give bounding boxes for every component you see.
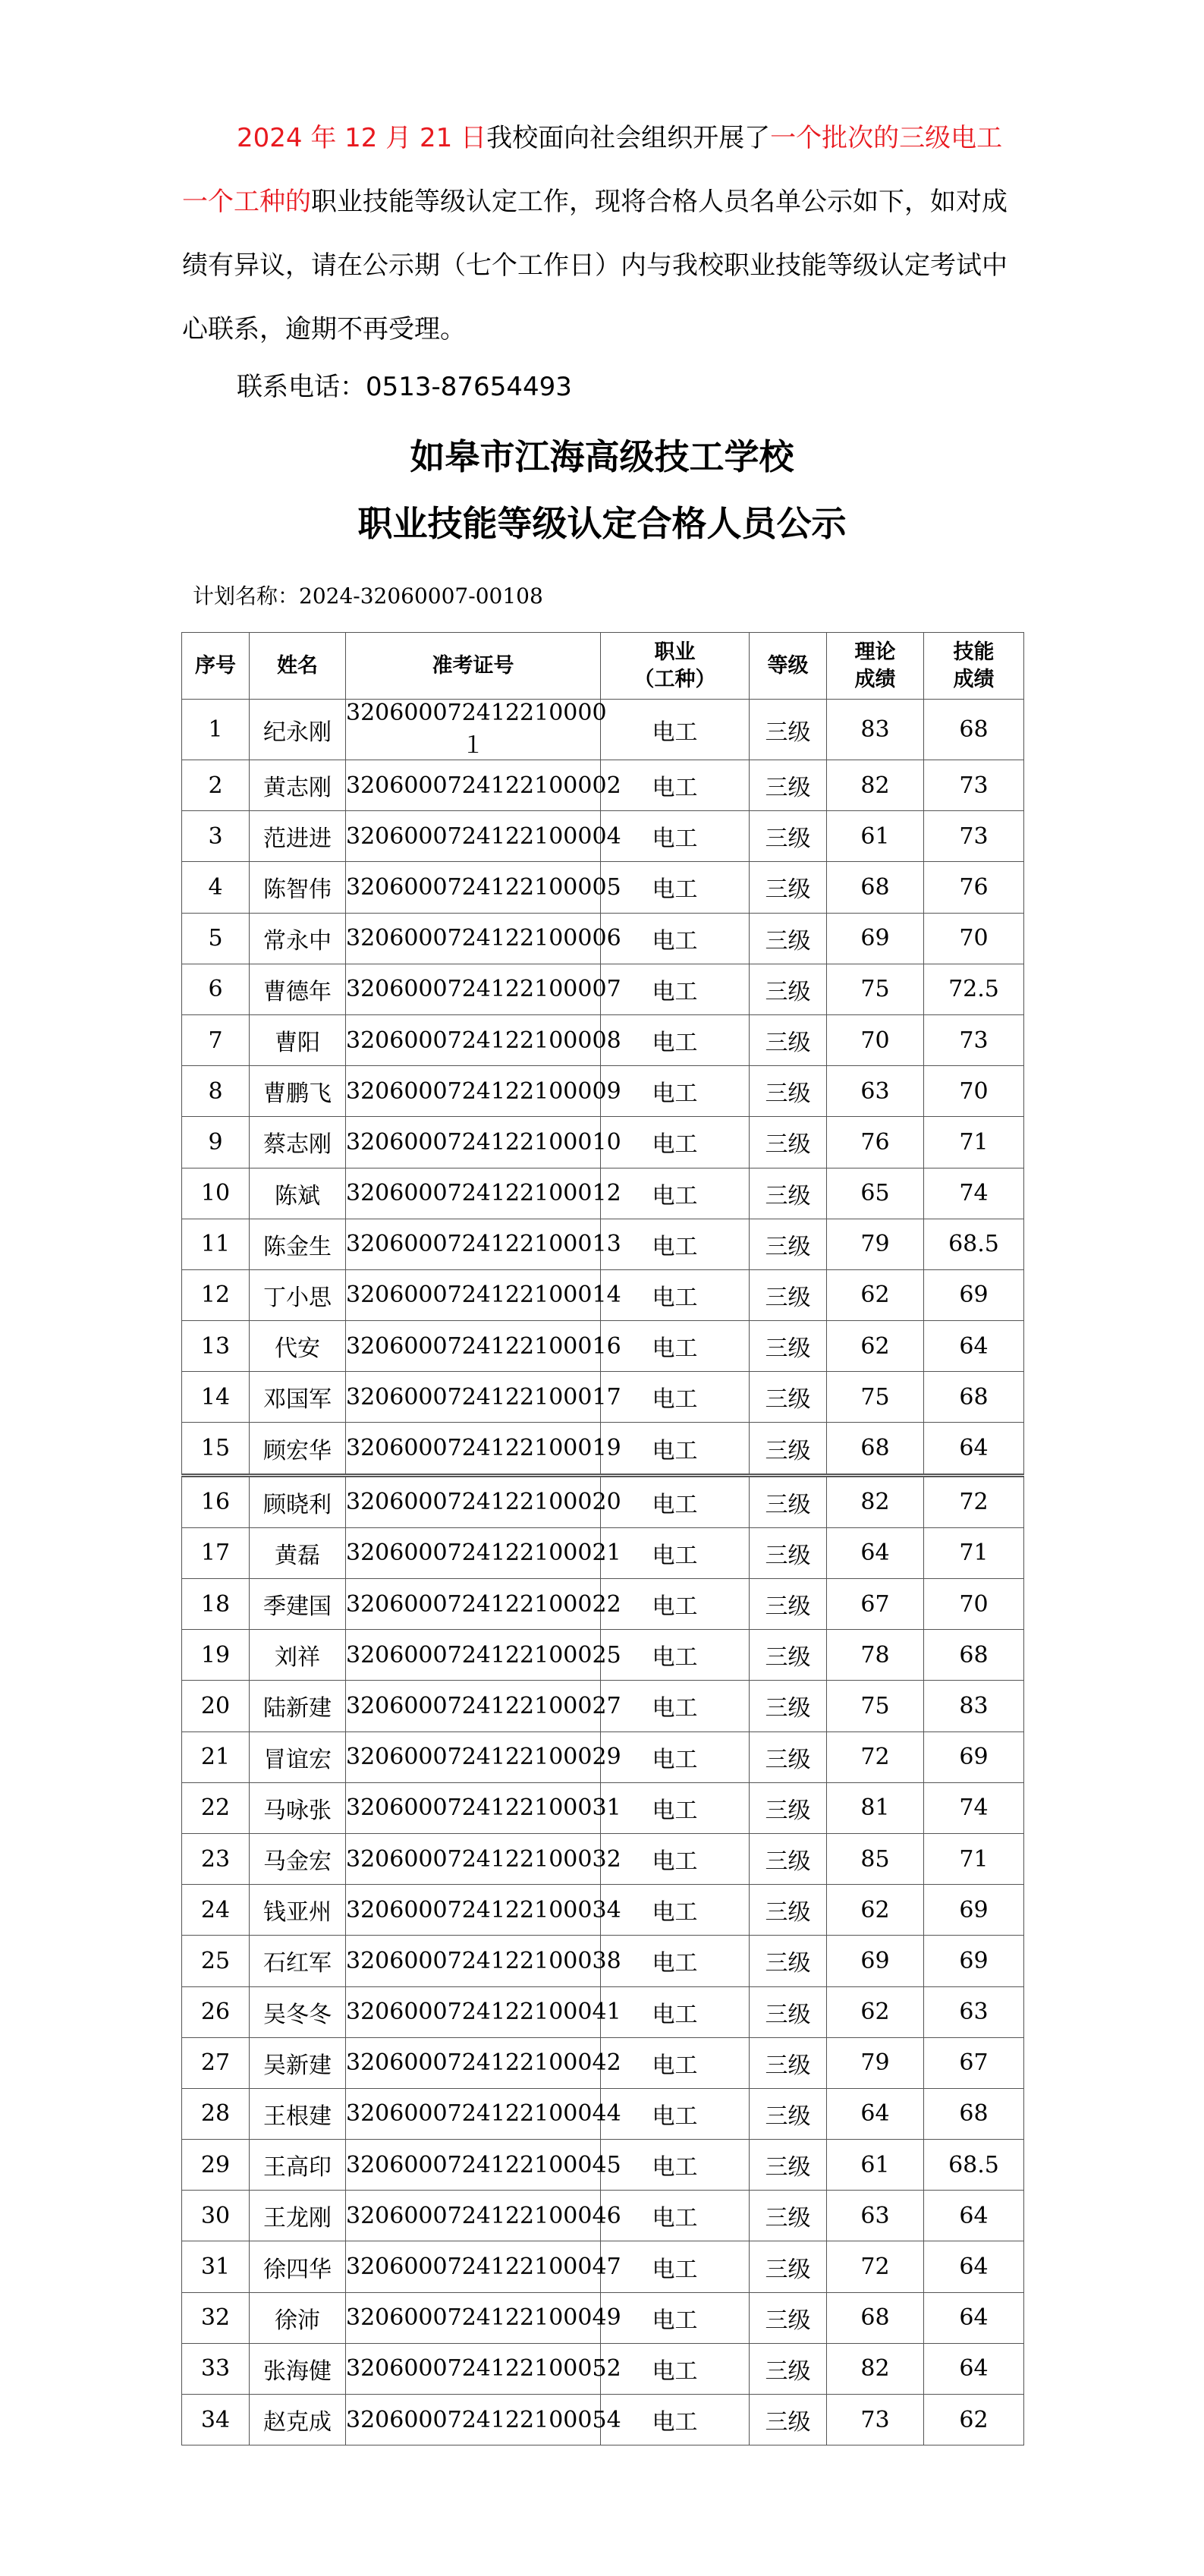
cell-theory: 67 [827,1579,924,1630]
cell-exam-id: 3206000724122100052 [346,2343,601,2394]
cell-skill: 76 [924,862,1024,913]
school-title: 如皋市江海高级技工学校 [410,436,794,477]
table-row [182,964,1024,1014]
header-theory-line2: 成绩 [854,667,896,691]
table-row [182,1630,1024,1681]
cell-name: 王高印 [250,2140,346,2191]
cell-job: 电工 [601,1423,750,1475]
table-row [182,2191,1024,2241]
cell-name: 顾宏华 [250,1423,346,1475]
cell-theory: 78 [827,1630,924,1681]
cell-name: 冒谊宏 [250,1731,346,1782]
cell-level: 三级 [750,2140,827,2191]
cell-no: 34 [182,2395,250,2445]
cell-job: 电工 [601,2343,750,2394]
table-row [182,1475,1024,1527]
table-row [182,1168,1024,1219]
cell-name: 常永中 [250,913,346,964]
cell-theory: 61 [827,811,924,862]
header-exam-id: 准考证号 [346,633,601,700]
cell-skill: 69 [924,1936,1024,1986]
cell-theory: 72 [827,2241,924,2292]
table-row [182,913,1024,964]
cell-level: 三级 [750,2088,827,2139]
cell-no: 30 [182,2191,250,2241]
cell-job: 电工 [601,1014,750,1065]
cell-theory: 61 [827,2140,924,2191]
cell-skill: 71 [924,1527,1024,1578]
table-row [182,862,1024,913]
cell-job: 电工 [601,1219,750,1269]
cell-no: 15 [182,1423,250,1475]
cell-skill: 64 [924,1423,1024,1475]
cell-theory: 72 [827,1731,924,1782]
cell-level: 三级 [750,1475,827,1527]
cell-name: 陈金生 [250,1219,346,1269]
cell-job: 电工 [601,1986,750,2037]
cell-no: 28 [182,2088,250,2139]
cell-no: 6 [182,964,250,1014]
cell-skill: 70 [924,1579,1024,1630]
cell-name: 刘祥 [250,1630,346,1681]
table-row [182,1269,1024,1320]
header-skill-line1: 技能 [953,640,995,664]
cell-job: 电工 [601,1782,750,1833]
cell-theory: 82 [827,1475,924,1527]
cell-exam-id: 3206000724122100020 [346,1475,601,1527]
table-row [182,1321,1024,1372]
cell-exam-id: 3206000724122100045 [346,2140,601,2191]
cell-exam-id: 3206000724122100010 [346,1117,601,1168]
cell-skill: 68.5 [924,1219,1024,1269]
cell-no: 26 [182,1986,250,2037]
cell-name: 邓国军 [250,1372,346,1423]
table-row [182,2140,1024,2191]
cell-level: 三级 [750,2037,827,2088]
cell-no: 16 [182,1475,250,1527]
cell-level: 三级 [750,1117,827,1168]
cell-name: 徐四华 [250,2241,346,2292]
table-header-row [182,633,1024,700]
cell-name: 钱亚州 [250,1885,346,1936]
cell-theory: 75 [827,964,924,1014]
cell-theory: 76 [827,1117,924,1168]
cell-no: 21 [182,1731,250,1782]
cell-skill: 64 [924,2343,1024,2394]
cell-exam-id: 3206000724122100042 [346,2037,601,2088]
cell-no: 11 [182,1219,250,1269]
table-row [182,760,1024,811]
cell-no: 33 [182,2343,250,2394]
header-name: 姓名 [250,633,346,700]
cell-job: 电工 [601,811,750,862]
cell-name: 马咏张 [250,1782,346,1833]
cell-job: 电工 [601,1936,750,1986]
cell-exam-id: 3206000724122100034 [346,1885,601,1936]
cell-level: 三级 [750,1527,827,1578]
cell-name: 石红军 [250,1936,346,1986]
cell-theory: 63 [827,1066,924,1117]
cell-job: 电工 [601,1372,750,1423]
cell-level: 三级 [750,1936,827,1986]
cell-exam-id: 3206000724122100017 [346,1372,601,1423]
cell-level: 三级 [750,1986,827,2037]
cell-level: 三级 [750,1731,827,1782]
cell-theory: 65 [827,1168,924,1219]
cell-name: 王根建 [250,2088,346,2139]
cell-level: 三级 [750,1014,827,1065]
cell-exam-id: 3206000724122100013 [346,1219,601,1269]
table-row [182,1833,1024,1884]
cell-skill: 72 [924,1475,1024,1527]
table-row [182,1219,1024,1269]
cell-level: 三级 [750,1168,827,1219]
table-row [182,700,1024,760]
cell-name: 范进进 [250,811,346,862]
table-row [182,1423,1024,1475]
cell-no: 4 [182,862,250,913]
cell-no: 27 [182,2037,250,2088]
cell-level: 三级 [750,2343,827,2394]
cell-name: 马金宏 [250,1833,346,1884]
cell-no: 5 [182,913,250,964]
table-row [182,1936,1024,1986]
cell-name: 曹鹏飞 [250,1066,346,1117]
cell-level: 三级 [750,811,827,862]
cell-name: 曹阳 [250,1014,346,1065]
intro-date: 2024 年 12 月 21 日 [237,123,487,153]
cell-theory: 62 [827,1885,924,1936]
cell-exam-id: 3206000724122100032 [346,1833,601,1884]
cell-exam-id: 3206000724122100049 [346,2292,601,2343]
table-row [182,2292,1024,2343]
cell-no: 3 [182,811,250,862]
cell-job: 电工 [601,1833,750,1884]
table-row [182,1372,1024,1423]
cell-job: 电工 [601,1117,750,1168]
cell-exam-id: 3206000724122100006 [346,913,601,964]
header-skill-line2: 成绩 [953,667,995,691]
cell-theory: 69 [827,1936,924,1986]
cell-no: 13 [182,1321,250,1372]
table-row [182,1066,1024,1117]
cell-exam-id: 3206000724122100012 [346,1168,601,1219]
cell-theory: 68 [827,1423,924,1475]
cell-job: 电工 [601,1630,750,1681]
cell-name: 曹德年 [250,964,346,1014]
cell-skill: 69 [924,1731,1024,1782]
cell-exam-id: 3206000724122100031 [346,1782,601,1833]
cell-skill: 70 [924,1066,1024,1117]
cell-exam-id: 3206000724122100022 [346,1579,601,1630]
cell-name: 纪永刚 [250,700,346,760]
cell-theory: 83 [827,700,924,760]
cell-skill: 63 [924,1986,1024,2037]
cell-exam-id: 3206000724122100021 [346,1527,601,1578]
cell-theory: 64 [827,2088,924,2139]
cell-skill: 83 [924,1681,1024,1731]
cell-skill: 64 [924,2241,1024,2292]
cell-no: 8 [182,1066,250,1117]
cell-job: 电工 [601,1168,750,1219]
cell-skill: 71 [924,1117,1024,1168]
cell-no: 10 [182,1168,250,1219]
cell-exam-id: 3206000724122100016 [346,1321,601,1372]
cell-exam-id: 3206000724122100029 [346,1731,601,1782]
cell-job: 电工 [601,1066,750,1117]
cell-level: 三级 [750,2395,827,2445]
cell-level: 三级 [750,700,827,760]
cell-name: 蔡志刚 [250,1117,346,1168]
cell-job: 电工 [601,2088,750,2139]
cell-name: 吴新建 [250,2037,346,2088]
cell-skill: 71 [924,1833,1024,1884]
cell-job: 电工 [601,1731,750,1782]
cell-level: 三级 [750,2191,827,2241]
cell-job: 电工 [601,1681,750,1731]
cell-theory: 73 [827,2395,924,2445]
cell-theory: 62 [827,1269,924,1320]
cell-name: 张海健 [250,2343,346,2394]
cell-exam-id: 3206000724122100038 [346,1936,601,1986]
cell-name: 季建国 [250,1579,346,1630]
cell-no: 9 [182,1117,250,1168]
cell-theory: 64 [827,1527,924,1578]
table-row [182,1117,1024,1168]
cell-exam-id: 3206000724122100004 [346,811,601,862]
cell-exam-id: 3206000724122100047 [346,2241,601,2292]
cell-skill: 68.5 [924,2140,1024,2191]
cell-name: 黄志刚 [250,760,346,811]
cell-level: 三级 [750,1372,827,1423]
table-row [182,1527,1024,1578]
cell-job: 电工 [601,964,750,1014]
cell-skill: 67 [924,2037,1024,2088]
cell-no: 1 [182,700,250,760]
cell-level: 三级 [750,1219,827,1269]
cell-exam-id: 3206000724122100005 [346,862,601,913]
cell-job: 电工 [601,2037,750,2088]
header-job-line2: （工种） [633,667,716,691]
cell-skill: 64 [924,2292,1024,2343]
cell-job: 电工 [601,1475,750,1527]
cell-theory: 81 [827,1782,924,1833]
cell-level: 三级 [750,1423,827,1475]
cell-level: 三级 [750,2241,827,2292]
header-no: 序号 [182,633,250,700]
cell-job: 电工 [601,1269,750,1320]
cell-theory: 82 [827,760,924,811]
cell-theory: 75 [827,1681,924,1731]
cell-name: 徐沛 [250,2292,346,2343]
header-theory [827,633,924,700]
header-job [601,633,750,700]
cell-theory: 85 [827,1833,924,1884]
cell-job: 电工 [601,2140,750,2191]
cell-no: 2 [182,760,250,811]
table-row [182,2395,1024,2445]
plan-name: 计划名称：2024-32060007-00108 [193,583,543,609]
cell-exam-id: 3206000724122100025 [346,1630,601,1681]
notice-title: 职业技能等级认定合格人员公示 [357,503,847,544]
cell-exam-id: 320600072412210000１ [346,700,607,759]
cell-no: 18 [182,1579,250,1630]
header-theory-line1: 理论 [854,640,896,664]
cell-name: 顾晓利 [250,1475,346,1527]
cell-skill: 73 [924,1014,1024,1065]
cell-exam-id: 3206000724122100002 [346,760,601,811]
cell-no: 32 [182,2292,250,2343]
cell-no: 17 [182,1527,250,1578]
table-row [182,2088,1024,2139]
cell-skill: 72.5 [924,964,1024,1014]
cell-skill: 68 [924,700,1024,760]
cell-skill: 68 [924,1372,1024,1423]
table-row [182,1681,1024,1731]
cell-level: 三级 [750,1782,827,1833]
cell-job: 电工 [601,2241,750,2292]
cell-theory: 82 [827,2343,924,2394]
cell-no: 22 [182,1782,250,1833]
cell-skill: 68 [924,2088,1024,2139]
cell-theory: 68 [827,862,924,913]
cell-level: 三级 [750,1066,827,1117]
cell-theory: 75 [827,1372,924,1423]
table-row [182,1579,1024,1630]
cell-skill: 73 [924,760,1024,811]
cell-job: 电工 [601,1885,750,1936]
cell-skill: 74 [924,1168,1024,1219]
cell-name: 赵克成 [250,2395,346,2445]
cell-level: 三级 [750,1630,827,1681]
intro-text-1: 我校面向社会组织开展了 [486,123,771,153]
cell-no: 19 [182,1630,250,1681]
cell-name: 黄磊 [250,1527,346,1578]
cell-name: 吴冬冬 [250,1986,346,2037]
cell-no: 12 [182,1269,250,1320]
cell-level: 三级 [750,1885,827,1936]
cell-job: 电工 [601,2292,750,2343]
cell-job: 电工 [601,862,750,913]
intro-paragraph [182,106,1024,361]
table-row [182,811,1024,862]
header-level: 等级 [750,633,827,700]
cell-job: 电工 [601,2191,750,2241]
cell-theory: 79 [827,2037,924,2088]
cell-job: 电工 [601,700,750,760]
table-row [182,1782,1024,1833]
cell-no: 25 [182,1936,250,1986]
cell-exam-id: 3206000724122100046 [346,2191,601,2241]
results-table [181,632,1024,2445]
table-body [182,700,1024,2445]
cell-skill: 69 [924,1269,1024,1320]
cell-no: 31 [182,2241,250,2292]
cell-level: 三级 [750,1321,827,1372]
cell-level: 三级 [750,1681,827,1731]
table-row [182,2037,1024,2088]
cell-job: 电工 [601,760,750,811]
table-row [182,1885,1024,1936]
cell-level: 三级 [750,1579,827,1630]
cell-exam-id: 3206000724122100027 [346,1681,601,1731]
cell-exam-id: 3206000724122100044 [346,2088,601,2139]
header-skill [924,633,1024,700]
table-row [182,1986,1024,2037]
cell-no: 20 [182,1681,250,1731]
cell-skill: 69 [924,1885,1024,1936]
header-job-line1: 职业 [654,640,696,664]
cell-no: 29 [182,2140,250,2191]
cell-level: 三级 [750,913,827,964]
cell-exam-id: 3206000724122100014 [346,1269,601,1320]
cell-no: 14 [182,1372,250,1423]
cell-name: 王龙刚 [250,2191,346,2241]
cell-name: 陈智伟 [250,862,346,913]
table-row [182,1731,1024,1782]
cell-level: 三级 [750,1833,827,1884]
cell-exam-id: 3206000724122100041 [346,1986,601,2037]
cell-theory: 79 [827,1219,924,1269]
cell-theory: 63 [827,2191,924,2241]
cell-exam-id: 3206000724122100009 [346,1066,601,1117]
cell-exam-id: 3206000724122100007 [346,964,601,1014]
cell-name: 陈斌 [250,1168,346,1219]
cell-exam-id: 3206000724122100054 [346,2395,601,2445]
cell-job: 电工 [601,2395,750,2445]
cell-no: 7 [182,1014,250,1065]
cell-name: 陆新建 [250,1681,346,1731]
cell-theory: 68 [827,2292,924,2343]
cell-level: 三级 [750,1269,827,1320]
cell-no: 24 [182,1885,250,1936]
cell-skill: 62 [924,2395,1024,2445]
intro-text-2: 职业技能等级认定工作，现将合格人员名单公示如下，如对成绩有异议，请在公示期（七个工作日）内与我校职业技能等级认定考试中心联系，逾期不再受理。 [182,187,1008,344]
cell-job: 电工 [601,913,750,964]
intro-batch: 一个批次的三级电工一个工种的 [182,123,1003,217]
cell-skill: 64 [924,2191,1024,2241]
table-row [182,2241,1024,2292]
cell-level: 三级 [750,862,827,913]
contact-phone: 联系电话：0513-87654493 [237,372,572,402]
cell-theory: 69 [827,913,924,964]
cell-level: 三级 [750,964,827,1014]
cell-theory: 70 [827,1014,924,1065]
cell-theory: 62 [827,1986,924,2037]
cell-exam-id: 3206000724122100008 [346,1014,601,1065]
table-row [182,2343,1024,2394]
cell-job: 电工 [601,1321,750,1372]
table-row [182,1014,1024,1065]
cell-name: 丁小思 [250,1269,346,1320]
cell-skill: 64 [924,1321,1024,1372]
cell-skill: 70 [924,913,1024,964]
cell-exam-id: 3206000724122100019 [346,1423,601,1475]
cell-name: 代安 [250,1321,346,1372]
cell-no: 23 [182,1833,250,1884]
cell-skill: 74 [924,1782,1024,1833]
cell-level: 三级 [750,760,827,811]
cell-skill: 73 [924,811,1024,862]
cell-job: 电工 [601,1579,750,1630]
cell-theory: 62 [827,1321,924,1372]
cell-skill: 68 [924,1630,1024,1681]
cell-level: 三级 [750,2292,827,2343]
cell-job: 电工 [601,1527,750,1578]
